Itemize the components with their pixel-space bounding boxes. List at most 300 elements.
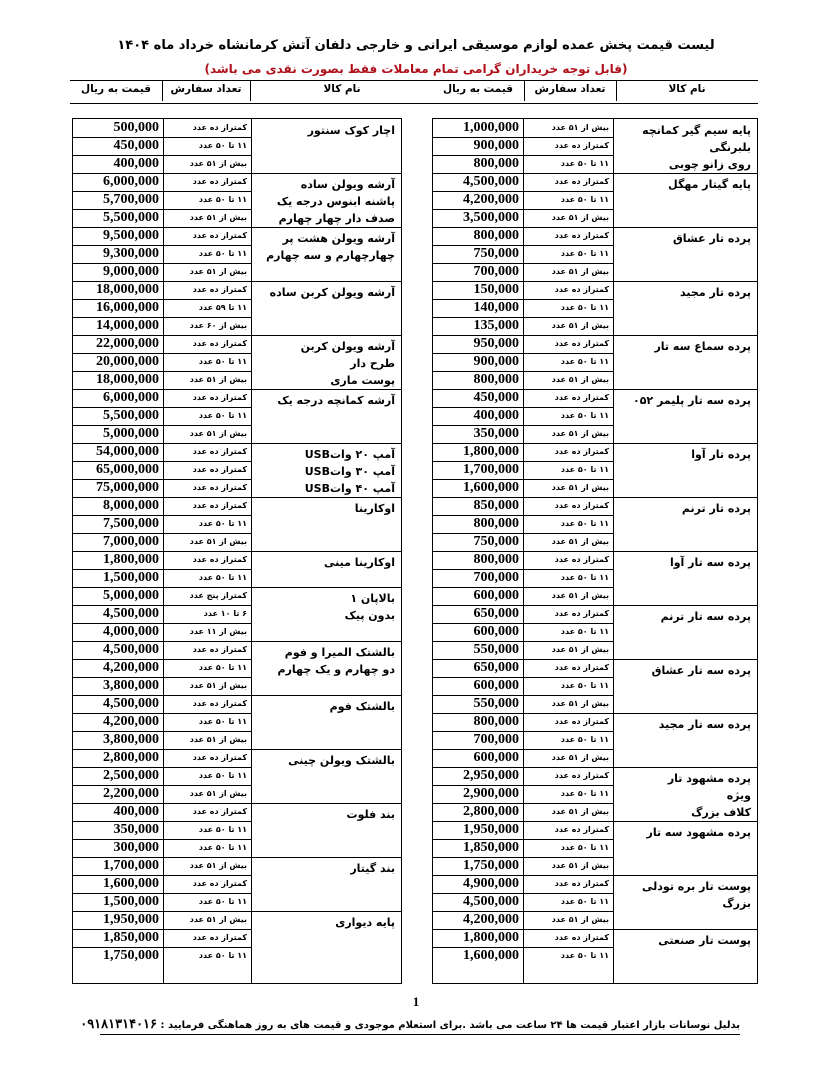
quantity-cell: کمتراز ده عدد [554,933,609,942]
quantity-cell: ۱۱ تا ۵۰ عدد [560,303,609,312]
quantity-cell: کمتراز ده عدد [554,447,609,456]
row-divider [433,515,613,516]
row-divider [73,317,251,318]
row-divider [433,623,613,624]
item-name: بالاپان ۱ بدون پیک [344,592,395,622]
item-name: آمپ ۲۰ واتUSB آمپ ۳۰ واتUSB آمپ ۴۰ واتUSB [304,448,395,495]
group-divider [433,605,757,606]
quantity-cell: کمتراز ده عدد [192,123,247,132]
price-cell: 1,850,000 [463,840,519,855]
quantity-cell: ۱۱ تا ۵۰ عدد [560,465,609,474]
price-cell: 4,900,000 [463,876,519,891]
row-divider [433,533,613,534]
quantity-cell: ۱۱ تا ۵۰ عدد [198,357,247,366]
group-divider [73,443,401,444]
row-divider [73,785,251,786]
price-cell: 400,000 [113,804,159,819]
price-cell: 9,500,000 [103,228,159,243]
quantity-cell: بیش از ۵۱ عدد [551,213,609,222]
row-divider [73,677,251,678]
item-name: پرده تار عشاق [672,232,751,245]
page-number: 1 [412,994,420,1009]
price-cell: 20,000,000 [96,354,159,369]
quantity-cell: کمتراز ده عدد [554,825,609,834]
quantity-cell: بیش از ۵۱ عدد [189,375,247,384]
row-divider [73,155,251,156]
price-cell: 300,000 [113,840,159,855]
quantity-cell: کمتراز ده عدد [554,501,609,510]
quantity-cell: کمتراز ده عدد [192,753,247,762]
group-divider [433,767,757,768]
quantity-cell: کمتراز ده عدد [554,339,609,348]
row-divider [433,857,613,858]
row-divider [73,461,251,462]
price-cell: 4,200,000 [103,714,159,729]
price-cell: 700,000 [473,570,519,585]
price-cell: 1,800,000 [463,444,519,459]
item-name: آرشه ویولن ساده پاشنه ابنوس درجه یک صدف دار چهار چهارم [276,178,395,225]
row-divider [433,893,613,894]
price-cell: 500,000 [113,120,159,135]
quantity-cell: ۱۱ تا ۵۰ عدد [560,843,609,852]
quantity-cell: ۱۱ تا ۵۰ عدد [560,411,609,420]
price-cell: 1,700,000 [103,858,159,873]
footer-note [80,1016,740,1035]
right-header-name: نام کالا [668,83,706,95]
right-header-price: قیمت به ریال [443,83,513,95]
row-divider [73,929,251,930]
row-divider [433,425,613,426]
quantity-cell: کمتراز ده عدد [192,177,247,186]
quantity-cell: ۱۱ تا ۵۰ عدد [198,519,247,528]
quantity-cell: بیش از ۵۱ عدد [189,861,247,870]
group-divider [73,641,401,642]
price-cell: 65,000,000 [96,462,159,477]
row-divider [73,299,251,300]
row-divider [433,731,613,732]
price-cell: 2,800,000 [463,804,519,819]
quantity-cell: کمتراز ده عدد [192,447,247,456]
price-cell: 400,000 [473,408,519,423]
row-divider [433,569,613,570]
group-divider [73,551,401,552]
item-name: پرده سه تار پلیمر ۰۵۲ [633,394,751,407]
quantity-cell: کمتراز ده عدد [192,699,247,708]
quantity-cell: ۱۱ تا ۵۰ عدد [198,843,247,852]
price-cell: 1,500,000 [103,894,159,909]
quantity-cell: ۶ تا ۱۰ عدد [203,609,247,618]
item-name: اوکارینا [354,502,395,515]
right-price-table [432,118,758,984]
quantity-cell: بیش از ۶۰ عدد [189,321,247,330]
quantity-cell: ۱۱ تا ۵۰ عدد [560,159,609,168]
quantity-cell: کمتراز ده عدد [192,807,247,816]
group-divider [73,749,401,750]
group-divider [433,929,757,930]
price-cell: 800,000 [473,156,519,171]
item-name: پرده تار مجید [680,286,751,299]
quantity-cell: بیش از ۵۱ عدد [551,591,609,600]
quantity-cell: کمتراز ده عدد [554,393,609,402]
quantity-cell: کمتراز ده عدد [554,717,609,726]
quantity-cell: ۱۱ تا ۵۰ عدد [560,897,609,906]
item-name: اوکارینا مینی [324,556,395,569]
quantity-cell: بیش از ۵۱ عدد [189,789,247,798]
row-divider [73,209,251,210]
quantity-cell: کمتراز ده عدد [192,393,247,402]
quantity-cell: کمتراز ده عدد [192,879,247,888]
row-divider [433,587,613,588]
page-subtitle: (قابل توجه خریداران گرامی تمام معاملات فقط بصورت نقدی می باشد) [204,62,628,76]
price-cell: 7,500,000 [103,516,159,531]
row-divider [73,371,251,372]
quantity-cell: ۱۱ تا ۵۰ عدد [560,951,609,960]
item-name: پرده سماع سه تار [654,340,751,353]
row-divider [433,263,613,264]
price-cell: 14,000,000 [96,318,159,333]
row-divider [73,767,251,768]
item-name: آرشه ویولن هشت پر چهارچهارم و سه چهارم [266,232,395,262]
price-cell: 2,200,000 [103,786,159,801]
row-divider [433,353,613,354]
row-divider [73,659,251,660]
price-cell: 1,850,000 [103,930,159,945]
price-cell: 450,000 [473,390,519,405]
item-name: پرده سه تار عشاق [651,664,751,677]
group-divider [433,227,757,228]
price-cell: 650,000 [473,606,519,621]
price-cell: 18,000,000 [96,282,159,297]
quantity-cell: بیش از ۵۱ عدد [189,735,247,744]
quantity-cell: ۱۱ تا ۵۰ عدد [560,681,609,690]
price-cell: 16,000,000 [96,300,159,315]
group-divider [73,911,401,912]
row-divider [73,569,251,570]
item-name: پرده مشهود تار ویژه کلاف بزرگ [667,772,751,819]
price-cell: 150,000 [473,282,519,297]
price-cell: 550,000 [473,642,519,657]
quantity-cell: بیش از ۵۱ عدد [189,429,247,438]
price-cell: 4,500,000 [463,174,519,189]
price-cell: 400,000 [113,156,159,171]
row-divider [433,155,613,156]
group-divider [73,173,401,174]
price-cell: 350,000 [473,426,519,441]
row-divider [73,713,251,714]
quantity-cell: بیش از ۵۱ عدد [551,123,609,132]
item-name: بالشتک ویولن چینی [288,754,395,767]
row-divider [433,803,613,804]
quantity-cell: بیش از ۵۱ عدد [189,537,247,546]
quantity-cell: بیش از ۱۱ عدد [189,627,247,636]
price-cell: 600,000 [473,678,519,693]
quantity-cell: بیش از ۵۱ عدد [551,699,609,708]
quantity-cell: بیش از ۵۱ عدد [551,429,609,438]
quantity-cell: بیش از ۵۱ عدد [551,861,609,870]
row-divider [433,317,613,318]
item-name: بالشتک المیرا و فوم دو چهارم و یک چهارم [277,646,395,676]
quantity-cell: ۱۱ تا ۵۰ عدد [198,411,247,420]
quantity-cell: بیش از ۵۱ عدد [189,915,247,924]
group-divider [73,227,401,228]
item-name: پرده سه تار مجید [658,718,751,731]
price-cell: 5,500,000 [103,408,159,423]
quantity-cell: بیش از ۵۱ عدد [551,645,609,654]
group-divider [433,551,757,552]
price-cell: 4,200,000 [103,660,159,675]
price-cell: 800,000 [473,372,519,387]
quantity-cell: ۱۱ تا ۵۰ عدد [560,519,609,528]
row-divider [73,191,251,192]
row-divider [433,137,613,138]
price-cell: 4,500,000 [103,642,159,657]
group-divider [433,713,757,714]
price-cell: 600,000 [473,588,519,603]
row-divider [433,677,613,678]
header-divider [616,81,617,101]
quantity-cell: کمتراز ده عدد [192,483,247,492]
item-name: پرده سه تار ترنم [660,610,751,623]
quantity-cell: بیش از ۵۱ عدد [551,915,609,924]
quantity-cell: بیش از ۵۱ عدد [189,159,247,168]
row-divider [433,749,613,750]
quantity-cell: کمتراز ده عدد [192,501,247,510]
quantity-cell: ۱۱ تا ۵۰ عدد [560,249,609,258]
quantity-cell: بیش از ۵۱ عدد [551,375,609,384]
item-name: پرده تار آوا [691,448,751,461]
header-divider [162,81,163,101]
row-divider [73,893,251,894]
row-divider [73,407,251,408]
price-cell: 900,000 [473,354,519,369]
price-cell: 750,000 [473,246,519,261]
item-name: آرشه کمانچه درجه یک [277,394,395,407]
quantity-cell: کمتراز ده عدد [554,141,609,150]
price-cell: 750,000 [473,534,519,549]
item-name: بند فلوت [346,808,395,821]
group-divider [433,497,757,498]
quantity-cell: کمتراز ده عدد [192,555,247,564]
price-cell: 5,000,000 [103,426,159,441]
price-cell: 600,000 [473,750,519,765]
quantity-cell: کمتراز ده عدد [192,285,247,294]
price-cell: 1,800,000 [463,930,519,945]
price-cell: 1,750,000 [463,858,519,873]
price-cell: 550,000 [473,696,519,711]
quantity-cell: کمتراز ده عدد [192,645,247,654]
price-cell: 4,200,000 [463,912,519,927]
row-divider [433,785,613,786]
price-cell: 5,000,000 [103,588,159,603]
quantity-cell: کمتراز ده عدد [192,231,247,240]
price-cell: 140,000 [473,300,519,315]
row-divider [73,263,251,264]
quantity-cell: بیش از ۵۱ عدد [551,753,609,762]
price-cell: 950,000 [473,336,519,351]
group-divider [73,695,401,696]
quantity-cell: کمتراز ده عدد [554,771,609,780]
price-cell: 3,800,000 [103,678,159,693]
price-cell: 800,000 [473,714,519,729]
right-header-qty: تعداد سفارش [534,83,606,95]
price-cell: 650,000 [473,660,519,675]
quantity-cell: بیش از ۵۱ عدد [551,537,609,546]
group-divider [73,803,401,804]
left-price-table [72,118,402,984]
price-cell: 900,000 [473,138,519,153]
row-divider [73,533,251,534]
row-divider [433,245,613,246]
quantity-cell: کمتراز ده عدد [554,177,609,186]
row-divider [73,839,251,840]
row-divider [433,947,613,948]
row-divider [433,695,613,696]
price-cell: 1,700,000 [463,462,519,477]
price-cell: 3,500,000 [463,210,519,225]
quantity-cell: کمتراز ده عدد [554,285,609,294]
quantity-cell: ۱۱ تا ۵۰ عدد [198,573,247,582]
quantity-cell: کمتراز ده عدد [192,465,247,474]
quantity-cell: کمتراز ده عدد [192,339,247,348]
item-name: پرده تار ترنم [681,502,751,515]
price-cell: 3,800,000 [103,732,159,747]
price-cell: 2,800,000 [103,750,159,765]
group-divider [433,173,757,174]
price-cell: 1,500,000 [103,570,159,585]
item-name: آرشه ویولن کربن ساده [269,286,395,299]
row-divider [73,137,251,138]
price-cell: 75,000,000 [96,480,159,495]
quantity-cell: ۱۱ تا ۵۰ عدد [560,195,609,204]
price-cell: 2,950,000 [463,768,519,783]
quantity-cell: ۱۱ تا ۵۰ عدد [198,195,247,204]
quantity-cell: ۱۱ تا ۵۹ عدد [198,303,247,312]
row-divider [73,821,251,822]
row-divider [73,353,251,354]
quantity-cell: ۱۱ تا ۵۰ عدد [198,141,247,150]
group-divider [433,335,757,336]
item-name: اچار کوک سنتور [307,124,395,137]
price-cell: 1,950,000 [463,822,519,837]
price-cell: 600,000 [473,624,519,639]
group-divider [433,875,757,876]
price-cell: 9,300,000 [103,246,159,261]
price-cell: 450,000 [113,138,159,153]
price-cell: 1,600,000 [463,948,519,963]
phone-number: ۰۹۱۸۱۳۱۴۰۱۶ [80,1016,158,1031]
row-divider [433,407,613,408]
price-cell: 6,000,000 [103,174,159,189]
item-name: پرده مشهود سه تار [646,826,751,839]
row-divider [433,209,613,210]
quantity-cell: کمتراز ده عدد [554,555,609,564]
group-divider [433,821,757,822]
item-name: بند گیتار [350,862,395,875]
group-divider [73,587,401,588]
item-name: پرده سه تار آوا [669,556,751,569]
group-divider [73,389,401,390]
price-cell: 4,200,000 [463,192,519,207]
quantity-cell: ۱۱ تا ۵۰ عدد [560,735,609,744]
row-divider [433,479,613,480]
quantity-cell: ۱۱ تا ۵۰ عدد [198,771,247,780]
price-cell: 135,000 [473,318,519,333]
price-cell: 18,000,000 [96,372,159,387]
price-cell: 1,600,000 [463,480,519,495]
row-divider [433,371,613,372]
quantity-cell: ۱۱ تا ۵۰ عدد [560,627,609,636]
price-cell: 8,000,000 [103,498,159,513]
group-divider [73,857,401,858]
item-name: بالشتک فوم [329,700,395,713]
quantity-cell: ۱۱ تا ۵۰ عدد [560,789,609,798]
page-title: لیست قیمت پخش عمده لوازم موسیقی ایرانی و خارجی دلفان آتش کرمانشاه خرداد ماه ۱۴۰۴ [117,38,715,53]
quantity-cell: ۱۱ تا ۵۰ عدد [560,573,609,582]
left-header-name: نام کالا [323,83,361,95]
row-divider [433,911,613,912]
quantity-cell: ۱۱ تا ۵۰ عدد [198,897,247,906]
price-cell: 350,000 [113,822,159,837]
row-divider [433,299,613,300]
left-header-qty: تعداد سفارش [170,83,242,95]
row-divider [73,605,251,606]
price-cell: 700,000 [473,264,519,279]
quantity-cell: ۱۱ تا ۵۰ عدد [198,663,247,672]
row-divider [73,425,251,426]
price-cell: 5,500,000 [103,210,159,225]
price-cell: 2,900,000 [463,786,519,801]
price-cell: 7,000,000 [103,534,159,549]
quantity-cell: کمتراز ده عدد [554,663,609,672]
price-cell: 4,500,000 [103,606,159,621]
row-divider [73,947,251,948]
group-divider [73,497,401,498]
quantity-cell: بیش از ۵۱ عدد [551,321,609,330]
row-divider [433,461,613,462]
quantity-cell: کمتراز ده عدد [554,609,609,618]
footer-text: بدلیل نوسانات بازار اعتبار قیمت ها ۲۴ ساعت می باشد .برای استعلام موجودی و قیمت های به روز هماهنگی فرمایید : [160,1020,740,1031]
item-name: آرشه ویولن کربن طرح دار پوست ماری [300,340,395,387]
row-divider [73,245,251,246]
price-cell: 54,000,000 [96,444,159,459]
price-cell: 6,000,000 [103,390,159,405]
group-divider [433,659,757,660]
row-divider [73,515,251,516]
price-cell: 22,000,000 [96,336,159,351]
price-cell: 1,000,000 [463,120,519,135]
left-header-price: قیمت به ریال [81,83,151,95]
price-cell: 850,000 [473,498,519,513]
price-cell: 800,000 [473,228,519,243]
quantity-cell: ۱۱ تا ۵۰ عدد [198,951,247,960]
quantity-cell: بیش از ۵۱ عدد [189,681,247,690]
price-cell: 1,600,000 [103,876,159,891]
row-divider [433,839,613,840]
price-cell: 800,000 [473,516,519,531]
row-divider [433,191,613,192]
quantity-cell: کمتراز پنج عدد [189,591,247,600]
quantity-cell: ۱۱ تا ۵۰ عدد [198,825,247,834]
row-divider [73,479,251,480]
quantity-cell: ۱۱ تا ۵۰ عدد [560,357,609,366]
row-divider [73,875,251,876]
group-divider [433,389,757,390]
header-divider [524,81,525,101]
item-name: پایه سیم گیر کمانچه بلبرنگی روی زانو چوبی [642,124,751,171]
price-cell: 9,000,000 [103,264,159,279]
row-divider [433,641,613,642]
price-cell: 4,500,000 [463,894,519,909]
